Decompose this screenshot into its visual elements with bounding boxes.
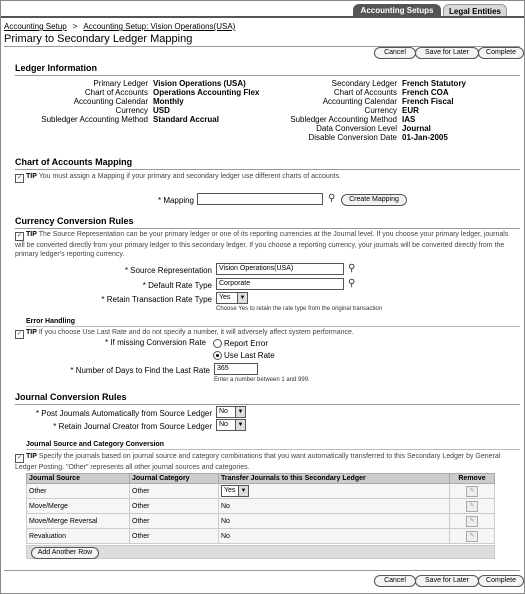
column-transfer: Transfer Journals to this Secondary Ledger (219, 474, 450, 484)
transfer-cell (219, 484, 450, 499)
secondary-currency-value: EUR (402, 106, 419, 115)
journal-category-cell: Other (130, 514, 219, 529)
coa-mapping-tip (15, 172, 515, 183)
chevron-down-icon: ▼ (237, 293, 247, 303)
default-rate-type-label (100, 281, 212, 290)
use-last-rate-radio[interactable] (213, 351, 222, 360)
secondary-sla-value: IAS (402, 115, 416, 124)
info-icon: ✓ (16, 455, 23, 461)
info-icon: ✓ (16, 175, 23, 181)
default-rate-type-input[interactable]: Corporate (216, 278, 344, 290)
retain-creator-label (40, 422, 212, 431)
tip-text: If you choose Use Last Rate and do not specify a number, it will adversely affect system performance. (38, 329, 354, 336)
transfer-cell: No (219, 499, 450, 514)
tab-accounting-setups[interactable]: Accounting Setups (353, 4, 441, 17)
ledger-information-heading: Ledger Information (15, 63, 98, 73)
missing-label-text: If missing Conversion Rate (110, 338, 206, 347)
calendar-label: Accounting Calendar (73, 97, 148, 106)
trash-icon[interactable]: ✎ (466, 531, 478, 542)
table-header-row (27, 474, 495, 484)
required-icon: * (35, 409, 40, 418)
data-conversion-level-label: Data Conversion Level (316, 124, 397, 133)
breadcrumb (4, 22, 235, 31)
add-another-row-button[interactable]: Add Another Row (31, 547, 99, 559)
column-remove: Remove (450, 474, 495, 484)
calendar-value: Monthly (153, 97, 184, 106)
breadcrumb-accounting-setup-vision[interactable]: Accounting Setup: Vision Operations(USA) (83, 22, 236, 31)
post-journals-select[interactable] (216, 406, 246, 418)
data-conversion-level-value: Journal (402, 124, 431, 133)
table-row (27, 514, 495, 529)
page-title: Primary to Secondary Ledger Mapping (4, 33, 193, 45)
creator-label-text: Retain Journal Creator from Source Ledger (58, 422, 212, 431)
sla-method-value: Standard Accrual (153, 115, 219, 124)
currency-label: Currency (115, 106, 148, 115)
days-last-rate-input[interactable]: 365 (214, 363, 258, 375)
secondary-calendar-value: French Fiscal (402, 97, 454, 106)
section-divider (15, 228, 520, 229)
sla-method-label: Subledger Accounting Method (41, 115, 148, 124)
post-journals-value: No (219, 408, 228, 415)
save-for-later-button[interactable]: Save for Later (415, 47, 479, 59)
required-icon: * (70, 366, 74, 375)
tip-label: TIP (26, 329, 37, 336)
remove-cell (450, 529, 495, 544)
trash-icon[interactable]: ✎ (466, 486, 478, 497)
retain-rate-type-label (80, 295, 212, 304)
info-icon: ✓ (16, 233, 23, 239)
flashlight-icon[interactable]: ⚲ (348, 278, 356, 289)
journal-conversion-table (26, 473, 495, 544)
days-hint: Enter a number between 1 and 999. (214, 377, 310, 383)
missing-rate-label (80, 338, 206, 347)
subsection-divider (26, 449, 520, 450)
column-journal-source: Journal Source (27, 474, 130, 484)
coa-label: Chart of Accounts (84, 88, 148, 97)
journal-tip (15, 452, 515, 472)
breadcrumb-accounting-setup[interactable]: Accounting Setup (4, 22, 67, 31)
secondary-ledger-label: Secondary Ledger (331, 79, 397, 88)
cancel-button[interactable]: Cancel (374, 47, 416, 59)
section-divider (15, 404, 520, 405)
chevron-down-icon: ▼ (235, 407, 245, 417)
retain-creator-select[interactable] (216, 419, 246, 431)
required-icon: * (142, 281, 146, 290)
remove-cell (450, 484, 495, 499)
required-icon: * (105, 338, 109, 347)
report-error-radio[interactable] (213, 339, 222, 348)
create-mapping-button[interactable]: Create Mapping (341, 194, 407, 206)
flashlight-icon[interactable]: ⚲ (328, 193, 336, 204)
required-icon: * (157, 196, 162, 205)
tip-text: The Source Representation can be your primary ledger or one of its reporting currencies at the Journal level. If you choose your primary ledger, journals will be converted directly from your primary ledger to this secondary ledger. If you choose a reporting currency, your journals will be converted directly from the primary ledger's reporting currency. (15, 231, 509, 258)
tab-underline (1, 16, 524, 18)
journal-category-cell: Other (130, 484, 219, 499)
subsection-divider (26, 326, 520, 327)
transfer-value: Yes (224, 487, 236, 494)
days-last-rate-label (50, 366, 210, 375)
cancel-button[interactable]: Cancel (374, 575, 416, 587)
table-row (27, 499, 495, 514)
disable-conversion-date-value: 01-Jan-2005 (402, 133, 448, 142)
trash-icon[interactable]: ✎ (466, 516, 478, 527)
bottom-divider (4, 570, 520, 571)
secondary-currency-label: Currency (364, 106, 397, 115)
currency-tip (15, 230, 515, 259)
rate-type-label-text: Default Rate Type (148, 281, 212, 290)
mapping-label (150, 196, 194, 205)
post-label-text: Post Journals Automatically from Source Ledger (41, 409, 212, 418)
tip-text: You must assign a Mapping if your primary and secondary ledger use different charts of accounts. (38, 173, 342, 180)
source-representation-input[interactable]: Vision Operations(USA) (216, 263, 344, 275)
currency-conversion-heading: Currency Conversion Rules (15, 216, 134, 226)
required-icon: * (124, 266, 128, 275)
currency-value: USD (153, 106, 170, 115)
journal-category-cell: Other (130, 499, 219, 514)
journal-category-cell: Other (130, 529, 219, 544)
retain-creator-value: No (219, 421, 228, 428)
retain-rate-type-value: Yes (219, 294, 231, 301)
section-divider (15, 169, 520, 170)
primary-ledger-value: Vision Operations (USA) (153, 79, 246, 88)
coa-mapping-heading: Chart of Accounts Mapping (15, 157, 133, 167)
coa-value: Operations Accounting Flex (153, 88, 260, 97)
source-representation-label (100, 266, 212, 275)
retain-rate-type-select[interactable] (216, 292, 248, 304)
secondary-coa-value: French COA (402, 88, 449, 97)
days-label-text: Number of Days to Find the Last Rate (75, 366, 210, 375)
tip-label: TIP (26, 453, 37, 460)
save-for-later-button[interactable]: Save for Later (415, 575, 479, 587)
post-journals-label (20, 409, 212, 418)
required-icon: * (101, 295, 105, 304)
breadcrumb-separator: > (72, 22, 78, 31)
transfer-cell: No (219, 529, 450, 544)
chevron-down-icon: ▼ (238, 486, 248, 496)
column-journal-category: Journal Category (130, 474, 219, 484)
complete-button[interactable]: Complete (478, 575, 524, 587)
table-row (27, 529, 495, 544)
secondary-ledger-value: French Statutory (402, 79, 467, 88)
journal-source-cell: Move/Merge Reversal (27, 514, 130, 529)
secondary-sla-label: Subledger Accounting Method (290, 115, 397, 124)
primary-ledger-label: Primary Ledger (93, 79, 148, 88)
transfer-select[interactable] (221, 485, 249, 497)
remove-cell (450, 499, 495, 514)
flashlight-icon[interactable]: ⚲ (348, 263, 356, 274)
disable-conversion-date-label: Disable Conversion Date (308, 133, 397, 142)
remove-cell (450, 514, 495, 529)
complete-button[interactable]: Complete (478, 47, 524, 59)
required-icon: * (53, 422, 57, 431)
tab-legal-entities[interactable]: Legal Entities (443, 4, 507, 18)
mapping-label-text: Mapping (163, 196, 194, 205)
source-label-text: Source Representation (130, 266, 212, 275)
chevron-down-icon: ▼ (235, 420, 245, 430)
journal-source-cell: Move/Merge (27, 499, 130, 514)
journal-source-category-heading: Journal Source and Category Conversion (26, 441, 165, 448)
tip-text: Specify the journals based on journal source and category combinations that you want automatically transferred to this Secondary Ledger by General Ledger Posting. "Other" represents all other journal sources and categories. (15, 453, 501, 471)
retain-label-text: Retain Transaction Rate Type (106, 295, 212, 304)
report-error-label: Report Error (224, 339, 269, 348)
journal-source-cell: Revaluation (27, 529, 130, 544)
retain-rate-type-hint: Choose Yes to retain the rate type from the original transaction (216, 306, 383, 312)
error-handling-heading: Error Handling (26, 318, 76, 325)
secondary-calendar-label: Accounting Calendar (322, 97, 397, 106)
transfer-cell: No (219, 514, 450, 529)
secondary-coa-label: Chart of Accounts (333, 88, 397, 97)
journal-conversion-heading: Journal Conversion Rules (15, 392, 127, 402)
journal-source-cell: Other (27, 484, 130, 499)
top-tab-bar (1, 1, 524, 17)
use-last-rate-label: Use Last Rate (224, 351, 275, 360)
mapping-input[interactable] (197, 193, 323, 205)
tip-label: TIP (26, 173, 37, 180)
info-icon: ✓ (16, 331, 23, 337)
section-divider (15, 75, 520, 76)
table-row (27, 484, 495, 499)
tip-label: TIP (26, 231, 37, 238)
trash-icon[interactable]: ✎ (466, 501, 478, 512)
